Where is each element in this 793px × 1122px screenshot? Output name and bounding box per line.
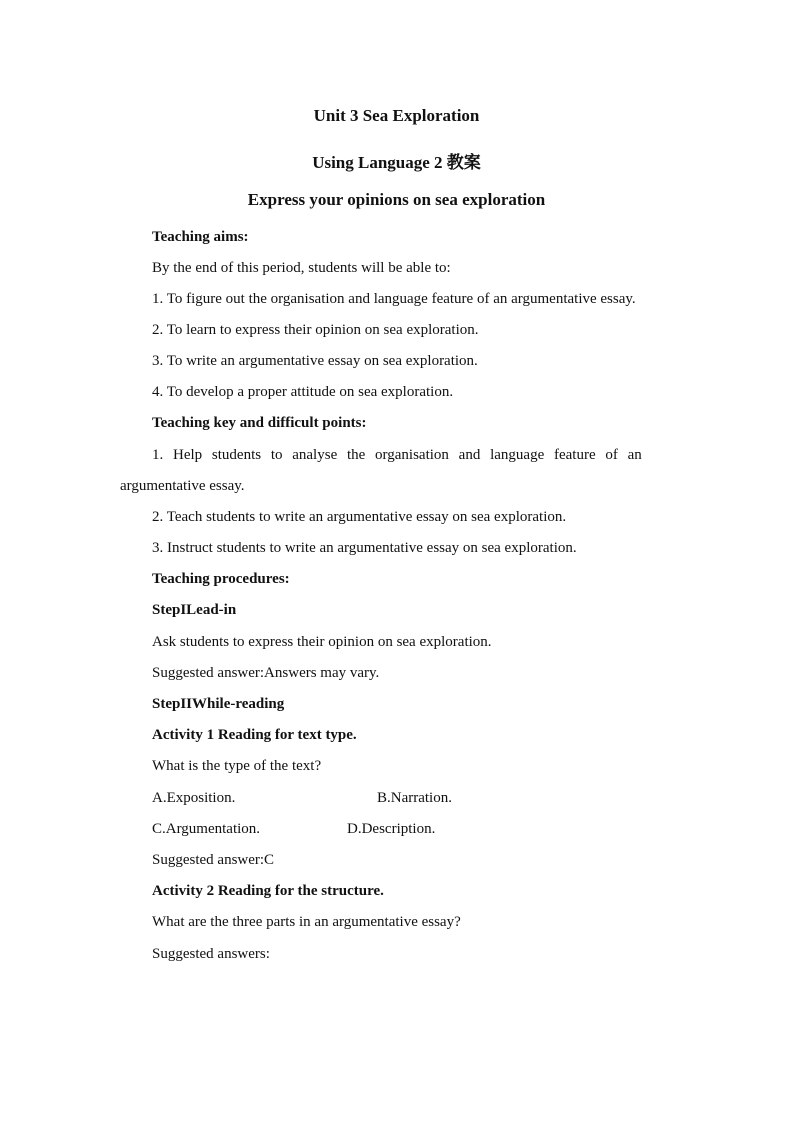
option-c: C.Argumentation. — [152, 821, 261, 837]
teaching-aim-item: 2. To learn to express their opinion on sea exploration. — [152, 322, 479, 338]
teaching-aim-item: 4. To develop a proper attitude on sea exploration. — [152, 384, 454, 400]
key-point-item: 2. Teach students to write an argumentative essay on sea exploration. — [152, 509, 567, 525]
key-point-item-1-continued: argumentative essay. — [120, 478, 245, 494]
teaching-aim-item: 1. To figure out the organisation and language feature of an argumentative essay. — [152, 291, 636, 307]
activity-2-heading: Activity 2 Reading for the structure. — [152, 883, 384, 899]
activity-2-answer: Suggested answers: — [152, 946, 270, 962]
activity-1-answer: Suggested answer:C — [152, 852, 275, 868]
activity-1-question: What is the type of the text? — [152, 758, 322, 774]
lesson-topic: Express your opinions on sea exploration — [247, 190, 546, 209]
step-1-task: Ask students to express their opinion on sea exploration. — [152, 634, 492, 650]
key-points-heading: Teaching key and difficult points: — [152, 415, 367, 431]
procedures-heading: Teaching procedures: — [152, 571, 290, 587]
document-subtitle: Using Language 2 教案 — [312, 153, 481, 172]
teaching-aims-intro: By the end of this period, students will be able to: — [152, 260, 451, 276]
key-point-item-1: 1. Help students to analyse the organisation and language feature of an — [152, 447, 642, 463]
step-2-heading: StepIIWhile-reading — [152, 696, 285, 712]
step-1-answer: Suggested answer:Answers may vary. — [152, 665, 380, 681]
option-a: A.Exposition. — [152, 790, 236, 806]
activity-2-question: What are the three parts in an argumentative essay? — [152, 914, 461, 930]
document-title: Unit 3 Sea Exploration — [313, 106, 480, 125]
option-b: B.Narration. — [377, 790, 452, 806]
teaching-aims-heading: Teaching aims: — [152, 229, 249, 245]
activity-1-heading: Activity 1 Reading for text type. — [152, 727, 357, 743]
teaching-aim-item: 3. To write an argumentative essay on sea exploration. — [152, 353, 478, 369]
step-1-heading: StepILead-in — [152, 602, 237, 618]
key-point-item: 3. Instruct students to write an argumentative essay on sea exploration. — [152, 540, 577, 556]
option-d: D.Description. — [347, 821, 436, 837]
